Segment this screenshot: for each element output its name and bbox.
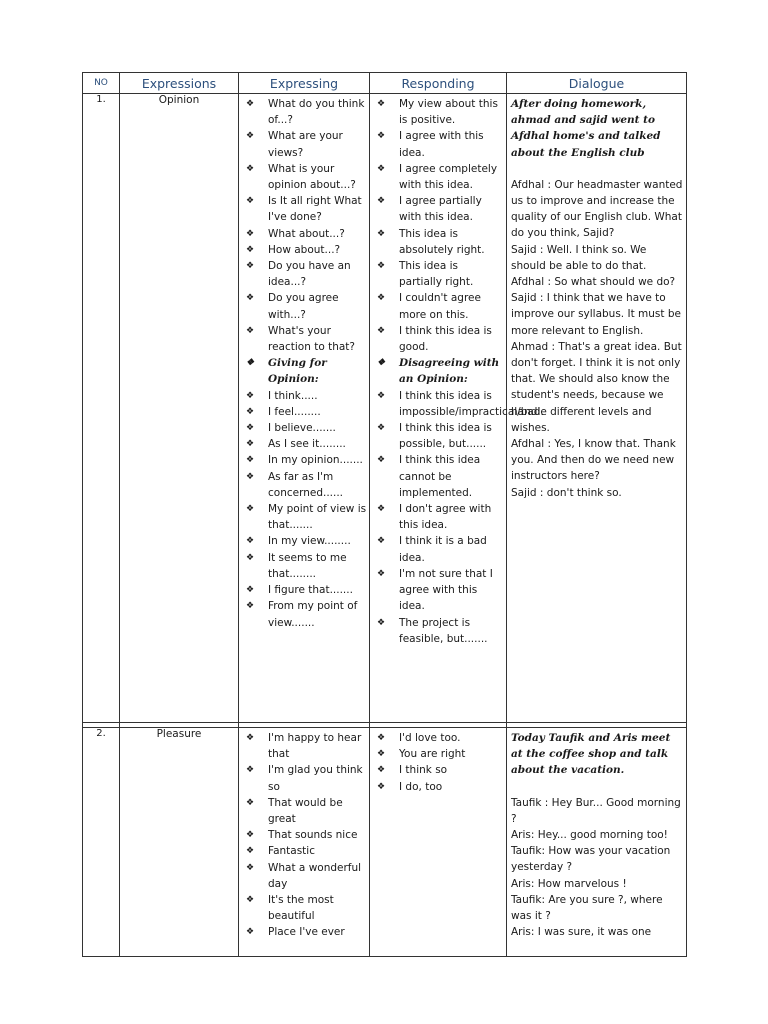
list-item: ❖ This idea is absolutely right. xyxy=(370,226,504,258)
dialogue-line: Aris: Hey... good morning too! xyxy=(511,829,668,842)
list-item: ❖ This idea is partially right. xyxy=(370,258,504,290)
responding-cell xyxy=(370,728,507,957)
list-item: ❖ Place I've ever xyxy=(239,924,367,940)
dialogue-line: Afdhal : So what should we do? xyxy=(511,276,676,289)
list-item: ❖ I think this idea is impossible/impractical/bad. xyxy=(370,388,504,420)
dialogue-line: Sajid : don't think so. xyxy=(511,486,622,499)
header-expressions: Expressions xyxy=(120,73,239,94)
list-item: ❖ Fantastic xyxy=(239,843,367,859)
expressing-cell xyxy=(239,728,370,957)
list-item: ❖ I think this idea cannot be implemented. xyxy=(370,452,504,501)
list-item: ❖ I think this idea is possible, but...... xyxy=(370,420,504,452)
header-responding: Responding xyxy=(370,73,507,94)
list-item: ❖ I feel........ xyxy=(239,404,367,420)
table-row xyxy=(83,728,687,957)
list-item: ❖ I'd love too. xyxy=(370,730,504,746)
list-item: ❖ In my view........ xyxy=(239,533,367,549)
list-item: ❖ I agree with this idea. xyxy=(370,128,504,160)
list-item: ❖ I'm glad you think so xyxy=(239,762,367,794)
header-no: NO xyxy=(83,73,120,94)
table-row xyxy=(83,94,687,723)
list-item: ❖ I do, too xyxy=(370,779,504,795)
list-item: ❖ I figure that....... xyxy=(239,582,367,598)
list-item: ❖ Do you agree with...? xyxy=(239,290,367,322)
list-item: ❖ What a wonderful day xyxy=(239,860,367,892)
dialogue-line: Afdhal : Our headmaster wanted us to improve and increase the quality of our English club. What do you think, Sajid? xyxy=(511,178,683,240)
expression-name: Opinion xyxy=(120,94,239,723)
list-item: ❖ I think it is a bad idea. xyxy=(370,533,504,565)
list-item: ❖ What's your reaction to that? xyxy=(239,323,367,355)
list-item: ❖ I couldn't agree more on this. xyxy=(370,290,504,322)
list-item: ❖ It seems to me that........ xyxy=(239,550,367,582)
list-item: ❖ My view about this is positive. xyxy=(370,96,504,128)
list-item: ❖ The project is feasible, but....... xyxy=(370,615,504,647)
dialogue-line: Aris: How marvelous ! xyxy=(511,877,627,890)
expression-name: Pleasure xyxy=(120,728,239,957)
dialogue-line: Aris: I was sure, it was one xyxy=(511,926,652,939)
header-expressing: Expressing xyxy=(239,73,370,94)
list-item: ❖ As I see it........ xyxy=(239,436,367,452)
list-item: ❖ I agree completely with this idea. xyxy=(370,161,504,193)
list-item: ❖ Do you have an idea...? xyxy=(239,258,367,290)
section-heading-item: ❖ Giving for Opinion: xyxy=(239,355,367,387)
list-item: ❖ What are your views? xyxy=(239,128,367,160)
dialogue-line: Taufik: Are you sure ?, where was it ? xyxy=(511,893,663,923)
dialogue-cell xyxy=(507,728,687,957)
list-item: ❖ How about...? xyxy=(239,242,367,258)
expressions-table xyxy=(82,72,687,957)
dialogue-line: Afdhal : Yes, I know that. Thank you. And then do we need new instructors here? xyxy=(511,438,676,483)
list-item: ❖ As far as I'm concerned...... xyxy=(239,469,367,501)
list-item: ❖ I think so xyxy=(370,762,504,778)
header-dialogue: Dialogue xyxy=(507,73,687,94)
list-item: ❖ I'm not sure that I agree with this idea. xyxy=(370,566,504,615)
list-item: ❖ What is your opinion about...? xyxy=(239,161,367,193)
list-item: ❖ I don't agree with this idea. xyxy=(370,501,504,533)
list-item: ❖ I think this idea is good. xyxy=(370,323,504,355)
row-number: 2. xyxy=(83,728,120,957)
list-item: ❖ You are right xyxy=(370,746,504,762)
expressing-cell xyxy=(239,94,370,723)
list-item: ❖ What about...? xyxy=(239,226,367,242)
dialogue-line: Ahmad : That's a great idea. But don't forget. I think it is not only that. We should also know the student's needs, because we handle different levels and wishes. xyxy=(511,340,682,434)
dialogue-intro: Today Taufik and Aris meet at the coffee shop and talk about the vacation. xyxy=(511,732,671,777)
list-item: ❖ My point of view is that....... xyxy=(239,501,367,533)
list-item: ❖ In my opinion....... xyxy=(239,452,367,468)
list-item: ❖ It's the most beautiful xyxy=(239,892,367,924)
list-item: ❖ I believe....... xyxy=(239,420,367,436)
responding-cell xyxy=(370,94,544,723)
list-item: ❖ I agree partially with this idea. xyxy=(370,193,504,225)
dialogue-line: Taufik : Hey Bur... Good morning ? xyxy=(511,796,681,825)
list-item: ❖ What do you think of...? xyxy=(239,96,367,128)
list-item: ❖ I'm happy to hear that xyxy=(239,730,367,762)
row-number: 1. xyxy=(83,94,120,723)
list-item: ❖ I think..... xyxy=(239,388,367,404)
list-item: ❖ Is It all right What I've done? xyxy=(239,193,367,225)
list-item: ❖ That would be great xyxy=(239,795,367,827)
section-heading-item: ❖ Disagreeing with an Opinion: xyxy=(370,355,504,387)
dialogue-intro: After doing homework, ahmad and sajid went to Afdhal home's and talked about the English club xyxy=(511,98,661,159)
list-item: ❖ That sounds nice xyxy=(239,827,367,843)
table-header-row xyxy=(83,73,687,94)
list-item: ❖ From my point of view....... xyxy=(239,598,367,630)
dialogue-line: Taufik: How was your vacation yesterday ? xyxy=(511,845,671,874)
dialogue-line: Sajid : I think that we have to improve our syllabus. It must be more relevant to English. xyxy=(511,292,681,337)
dialogue-line: Sajid : Well. I think so. We should be able to do that. xyxy=(511,243,647,272)
